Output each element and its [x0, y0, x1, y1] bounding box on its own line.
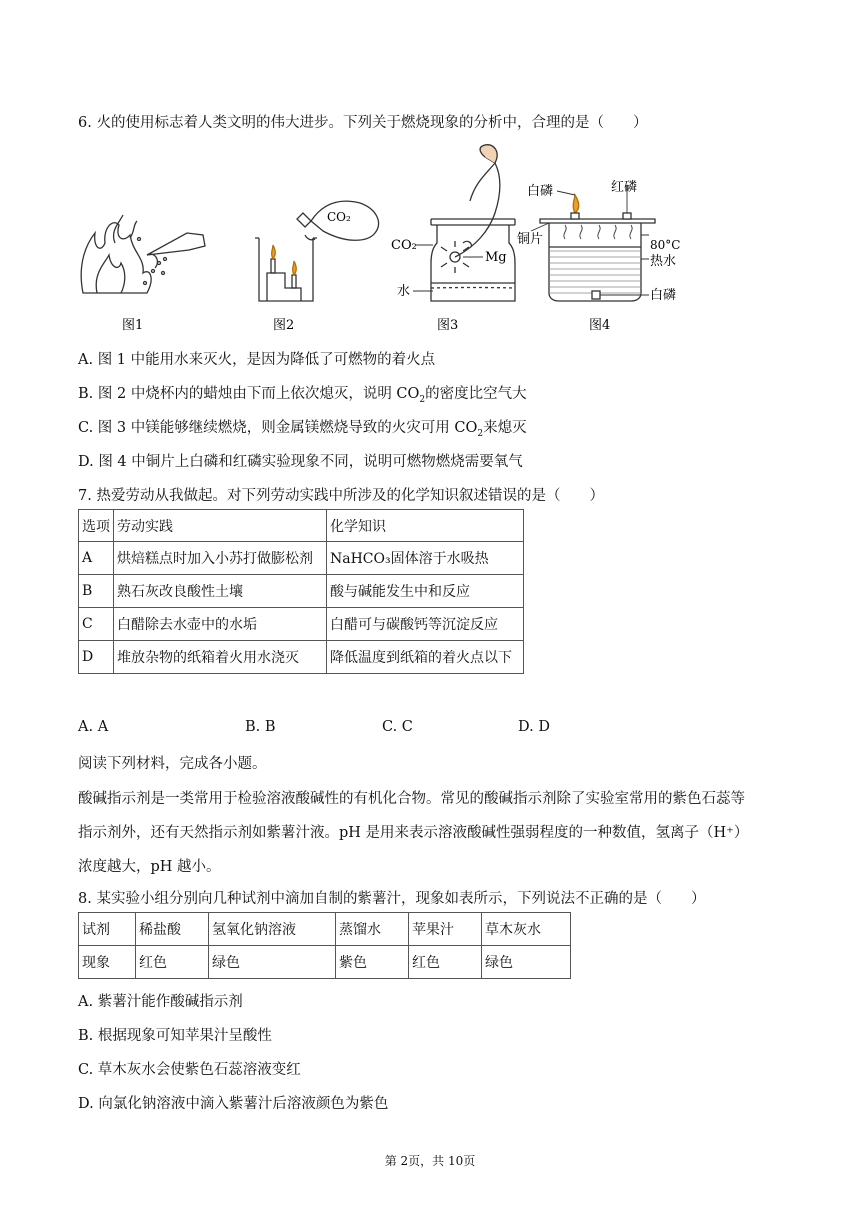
fig4-hot-water: 热水	[650, 254, 677, 269]
table-cell: 苹果汁	[409, 913, 482, 946]
table-cell: NaHCO₃固体溶于水吸热	[327, 542, 524, 575]
fig4-red-p: 红磷	[611, 180, 638, 195]
table-row	[79, 575, 524, 608]
q8-option-c: C. 草木灰水会使紫色石蕊溶液变红	[78, 1062, 301, 1078]
q6-stem: 6. 火的使用标志着人类文明的伟大进步。下列关于燃烧现象的分析中，合理的是（ ）	[78, 115, 648, 131]
q6-option-d: D. 图 4 中铜片上白磷和红磷实验现象不同，说明可燃物燃烧需要氧气	[78, 454, 523, 470]
fig1-caption: 图1	[122, 318, 144, 333]
fig3-caption: 图3	[437, 318, 459, 333]
q7-stem: 7. 热爱劳动从我做起。对下列劳动实践中所涉及的化学知识叙述错误的是（ ）	[78, 488, 604, 504]
fig2-caption: 图2	[273, 318, 295, 333]
q6-figures	[75, 143, 685, 338]
fig2-beaker-illustration	[255, 201, 379, 301]
table-cell: B	[79, 575, 114, 608]
table-cell: 选项	[79, 510, 114, 542]
fig4-white-p-top: 白磷	[527, 184, 554, 199]
table-cell: 氢氧化钠溶液	[209, 913, 336, 946]
table-cell: 红色	[136, 946, 209, 979]
table-cell: D	[79, 641, 114, 674]
reading-line-3: 浓度越大，pH 越小。	[78, 859, 221, 875]
table-cell: 化学知识	[327, 510, 524, 542]
q8-option-d: D. 向氯化钠溶液中滴入紫薯汁后溶液颜色为紫色	[78, 1096, 389, 1112]
table-cell: 烘焙糕点时加入小苏打做膨松剂	[114, 542, 327, 575]
fig1-fire-illustration	[81, 215, 205, 293]
q8-option-b: B. 根据现象可知苹果汁呈酸性	[78, 1028, 272, 1044]
fig3-water-label: 水	[397, 284, 411, 299]
table-cell: A	[79, 542, 114, 575]
q8-table	[78, 912, 571, 979]
fig3-gas-label: CO₂	[391, 238, 417, 253]
q7-option-a: A. A	[78, 719, 109, 735]
table-cell: C	[79, 608, 114, 641]
table-header-row	[79, 510, 524, 542]
table-cell: 劳动实践	[114, 510, 327, 542]
q6-option-c: C. 图 3 中镁能够继续燃烧，则金属镁燃烧导致的火灾可用 $CO_2$来熄灭	[78, 420, 527, 439]
fig4-beaker-illustration	[540, 185, 655, 301]
page-footer: 第 2页，共 10页	[384, 1154, 476, 1168]
table-cell: 蒸馏水	[336, 913, 409, 946]
fig4-copper: 铜片	[517, 232, 544, 247]
q7-option-b: B. B	[245, 719, 276, 735]
table-cell: 降低温度到纸箱的着火点以下	[327, 641, 524, 674]
q8-option-a: A. 紫薯汁能作酸碱指示剂	[78, 994, 243, 1010]
table-cell: 红色	[409, 946, 482, 979]
table-cell: 白醋除去水壶中的水垢	[114, 608, 327, 641]
table-row	[79, 913, 571, 946]
q7-option-c: C. C	[382, 719, 413, 735]
reading-line-2: 指示剂外，还有天然指示剂如紫薯汁液。pH 是用来表示溶液酸碱性强弱程度的一种数值，氢离子（H⁺）	[78, 825, 749, 841]
q7-option-d: D. D	[518, 719, 550, 735]
reading-intro: 阅读下列材料，完成各小题。	[78, 756, 267, 772]
table-cell: 绿色	[209, 946, 336, 979]
q6-option-b: B. 图 2 中烧杯内的蜡烛由下而上依次熄灭，说明 $CO_2$的密度比空气大	[78, 386, 527, 405]
table-row	[79, 946, 571, 979]
q8-stem: 8. 某实验小组分别向几种试剂中滴加自制的紫薯汁，现象如表所示，下列说法不正确的是（ ）	[78, 891, 706, 907]
fig3-mg-label: Mg	[485, 250, 507, 265]
table-row	[79, 641, 524, 674]
table-cell: 现象	[79, 946, 136, 979]
table-row	[79, 608, 524, 641]
table-cell: 稀盐酸	[136, 913, 209, 946]
table-cell: 酸与碱能发生中和反应	[327, 575, 524, 608]
reading-line-1: 酸碱指示剂是一类常用于检验溶液酸碱性的有机化合物。常见的酸碱指示剂除了实验室常用的紫色石蕊等	[78, 791, 745, 807]
table-cell: 试剂	[79, 913, 136, 946]
table-row	[79, 542, 524, 575]
fig4-temp: 80°C	[650, 238, 681, 252]
q6-option-a: A. 图 1 中能用水来灭火，是因为降低了可燃物的着火点	[78, 352, 436, 368]
table-cell: 白醋可与碳酸钙等沉淀反应	[327, 608, 524, 641]
table-cell: 堆放杂物的纸箱着火用水浇灭	[114, 641, 327, 674]
fig2-bottle-label: CO₂	[327, 210, 351, 224]
table-cell: 绿色	[482, 946, 571, 979]
q7-table	[78, 509, 524, 674]
fig4-caption: 图4	[589, 318, 611, 333]
table-cell: 紫色	[336, 946, 409, 979]
fig3-gas-jar-illustration	[431, 145, 515, 301]
table-cell: 草木灰水	[482, 913, 571, 946]
fig4-white-p-bottom: 白磷	[650, 288, 677, 303]
table-cell: 熟石灰改良酸性土壤	[114, 575, 327, 608]
